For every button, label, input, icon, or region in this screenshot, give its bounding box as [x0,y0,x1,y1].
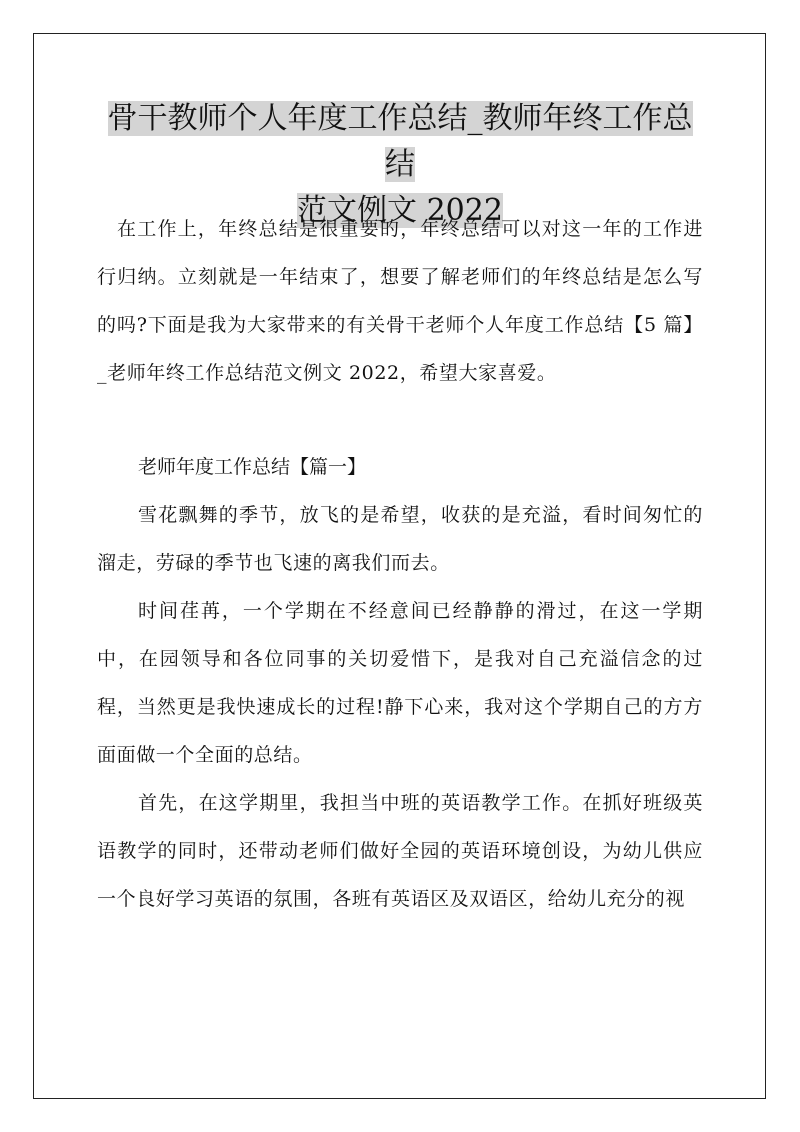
section-heading: 老师年度工作总结【篇一】 [138,456,367,478]
document-body [97,205,703,923]
intro-paragraph: 在工作上，年终总结是很重要的，年终总结可以对这一年的工作进行归纳。立刻就是一年结束了，想要了解老师们的年终总结是怎么写的吗?下面是我为大家带来的有关骨干老师个人年度工作总结【5 篇】_老师年终工作总结范文例文 2022，希望大家喜爱。 [97,218,703,384]
body-paragraph-2: 时间荏苒，一个学期在不经意间已经静静的滑过，在这一学期中，在园领导和各位同事的关切爱惜下，是我对自己充溢信念的过程，当然更是我快速成长的过程!静下心来，我对这个学期自己的方方面面做一个全面的总结。 [97,600,703,766]
body-paragraph-3: 首先，在这学期里，我担当中班的英语教学工作。在抓好班级英语教学的同时，还带动老师们做好全园的英语环境创设，为幼儿供应一个良好学习英语的氛围，各班有英语区及双语区，给幼儿充分的视 [97,792,703,910]
section-spacer [97,397,703,443]
title-line-2: 范文例文 2022 [297,193,503,228]
body-paragraph-1: 雪花飘舞的季节，放飞的是希望，收获的是充溢，看时间匆忙的溜走，劳碌的季节也飞速的离我们而去。 [97,504,703,574]
title-line-1: 骨干教师个人年度工作总结_教师年终工作总结 [107,101,693,182]
